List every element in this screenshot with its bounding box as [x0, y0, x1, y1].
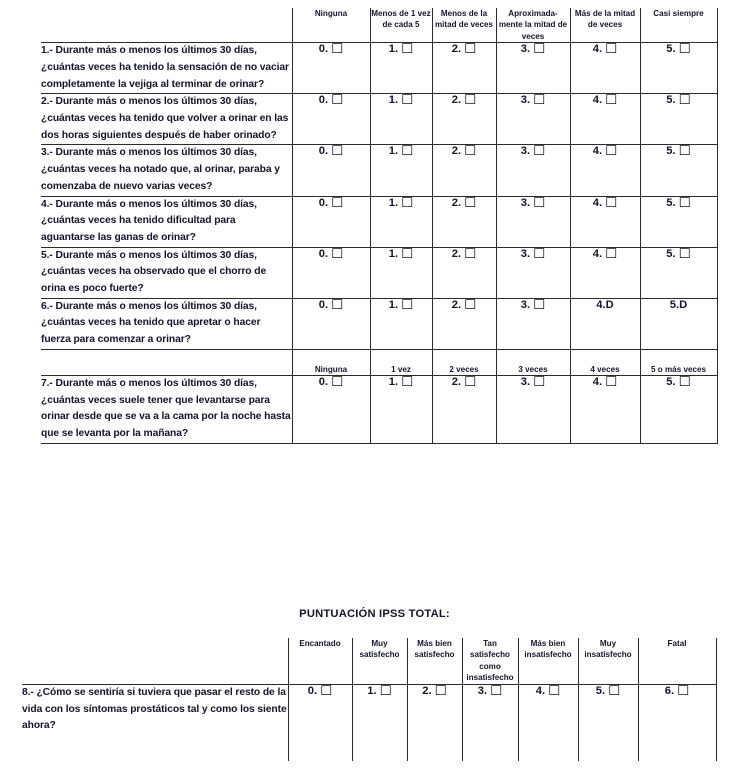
gap-segment	[41, 350, 292, 364]
gap-segment	[370, 350, 432, 364]
checkbox-icon[interactable]: ☐	[533, 41, 546, 58]
answer-option-q6-0[interactable]	[292, 296, 370, 350]
option-value: 3.	[520, 94, 531, 107]
option-value: 5.	[666, 247, 676, 260]
option-value: 2.	[451, 43, 462, 56]
answer-option-q1-4[interactable]	[570, 43, 640, 94]
option-value: 5.	[666, 43, 676, 56]
checkbox-icon[interactable]: ☐	[678, 374, 691, 391]
column-header-4-veces: 4 veces	[570, 364, 640, 376]
answer-option-q6-4[interactable]	[570, 299, 640, 350]
checkbox-icon[interactable]: ☐	[533, 374, 546, 391]
checkbox-icon[interactable]: ☐	[401, 41, 414, 58]
option-value: 3.	[477, 684, 488, 697]
answer-option-q7-4[interactable]	[570, 376, 640, 443]
answer-option-q4-2[interactable]	[432, 194, 496, 248]
checkbox-icon[interactable]: ☐	[490, 682, 503, 699]
checkbox-icon[interactable]: ☐	[464, 194, 477, 211]
qol-column-header-mas-bien-insatisfecho: Más bien insatisfecho	[518, 638, 578, 684]
option-value: 2.	[451, 196, 462, 209]
checkbox-icon[interactable]: ☐	[533, 92, 546, 109]
column-header-5-o-mas-veces: 5 o más veces	[640, 364, 717, 376]
checkbox-icon[interactable]: ☐	[401, 296, 414, 313]
option-value: 0.	[318, 247, 329, 260]
question-text-2: 2.- Durante más o menos los últimos 30 días, ¿cuántas veces ha tenido que volver a orinar en las dos horas siguientes después de haber orinado?	[41, 96, 289, 141]
answer-option-q1-1[interactable]	[370, 43, 432, 94]
option-value: 5.	[595, 684, 606, 697]
option-value: 3.	[520, 196, 531, 209]
answer-option-q5-2[interactable]	[432, 245, 496, 299]
checkbox-icon[interactable]: ☐	[401, 245, 414, 262]
rule-segment	[41, 443, 292, 444]
answer-option-q7-0[interactable]	[292, 376, 370, 443]
option-value: 1.	[388, 298, 399, 311]
qol-column-header-muy-satisfecho: Muy satisfecho	[352, 638, 407, 684]
qol-header-row	[22, 638, 716, 684]
ipss-symptom-table	[41, 8, 717, 444]
answer-option-q5-1[interactable]	[370, 245, 432, 299]
answer-option-q4-0[interactable]	[292, 194, 370, 248]
answer-option-q2-1[interactable]	[370, 94, 432, 145]
column-header-mas-de-la-mitad-de-veces: Más de la mitad de veces	[570, 8, 640, 43]
option-value: 4.	[592, 43, 603, 56]
option-value: 1.	[388, 247, 399, 260]
option-value: 4.	[592, 196, 603, 209]
checkbox-icon[interactable]: ☐	[605, 374, 618, 391]
answer-option-q5-0[interactable]	[292, 245, 370, 299]
checkbox-icon[interactable]: ☐	[464, 41, 477, 58]
checkbox-icon[interactable]: ☐	[464, 92, 477, 109]
gap-segment	[22, 735, 288, 761]
checkbox-icon[interactable]: D	[679, 298, 688, 311]
option-value: 2.	[451, 298, 462, 311]
question-row-6	[41, 299, 717, 350]
checkbox-icon[interactable]: ☐	[434, 682, 447, 699]
qol-bottom-gap	[22, 735, 716, 761]
gap-segment	[288, 735, 352, 761]
header-spacer	[41, 8, 292, 43]
checkbox-icon[interactable]: ☐	[331, 374, 344, 391]
rule-segment	[292, 443, 370, 444]
gap-segment	[432, 350, 496, 364]
checkbox-icon[interactable]: ☐	[605, 41, 618, 58]
qol-column-header-encantado: Encantado	[288, 638, 352, 684]
answer-option-q2-5[interactable]	[640, 94, 717, 145]
answer-option-q4-1[interactable]	[370, 194, 432, 248]
option-value: 2.	[451, 247, 462, 260]
answer-option-q2-2[interactable]	[432, 94, 496, 145]
option-value: 1.	[388, 94, 399, 107]
option-value: 0.	[318, 196, 329, 209]
answer-option-q8-5[interactable]	[578, 682, 638, 735]
rule-segment	[570, 443, 640, 444]
checkbox-icon[interactable]: ☐	[605, 92, 618, 109]
checkbox-icon[interactable]: ☐	[401, 143, 414, 160]
answer-option-q8-0[interactable]	[288, 682, 352, 735]
checkbox-icon[interactable]: ☐	[678, 245, 691, 262]
question-row-7	[41, 376, 717, 443]
answer-option-q6-2[interactable]	[432, 296, 496, 350]
answer-option-q8-2[interactable]	[407, 682, 462, 735]
checkbox-icon[interactable]: ☐	[608, 682, 621, 699]
option-value: 0.	[318, 298, 329, 311]
answer-option-q1-3[interactable]	[496, 43, 570, 94]
answer-option-q8-1[interactable]	[352, 682, 407, 735]
question-text-6: 6.- Durante más o menos los últimos 30 días, ¿cuántas veces ha tenido que apretar o hacer fuerza para comenzar a orinar?	[41, 300, 261, 345]
question-row-4	[41, 197, 717, 248]
qol-column-header-muy-insatisfecho: Muy insatisfecho	[578, 638, 638, 684]
gap-segment	[640, 350, 717, 364]
checkbox-icon[interactable]: ☐	[678, 92, 691, 109]
qol-column-header-tan-satisfecho-como-insatisfecho: Tan satisfecho como insatisfecho	[462, 638, 518, 684]
quality-of-life-table	[22, 638, 716, 761]
option-value: 6.	[664, 684, 675, 697]
checkbox-icon[interactable]: ☐	[464, 245, 477, 262]
checkbox-icon[interactable]: ☐	[605, 143, 618, 160]
question-text-4: 4.- Durante más o menos los últimos 30 días, ¿cuántas veces ha tenido dificultad para aguantarse las ganas de orinar?	[41, 198, 257, 243]
option-value: 3.	[520, 298, 531, 311]
gap-segment	[638, 735, 716, 761]
answer-option-q4-3[interactable]	[496, 194, 570, 248]
answer-option-q7-1[interactable]	[370, 376, 432, 443]
checkbox-icon[interactable]: ☐	[677, 682, 690, 699]
checkbox-icon[interactable]: ☐	[464, 296, 477, 313]
column-header-1-vez: 1 vez	[370, 364, 432, 376]
option-value: 5.	[666, 145, 676, 158]
question-row-5	[41, 248, 717, 299]
question-text-7: 7.- Durante más o menos los últimos 30 días, ¿cuántas veces suele tener que levantarse para orinar desde que se va a la cama por la noche hasta que se levanta por la mañana?	[41, 378, 291, 440]
column-header-ninguna-nocturia: Ninguna	[292, 364, 370, 376]
question-row-1	[41, 43, 717, 94]
option-value: 0.	[307, 684, 318, 697]
gap-segment	[407, 735, 462, 761]
checkbox-icon[interactable]: ☐	[605, 245, 618, 262]
answer-option-q1-0[interactable]	[292, 43, 370, 94]
checkbox-icon[interactable]: ☐	[678, 143, 691, 160]
gap-segment	[352, 735, 407, 761]
answer-option-q3-0[interactable]	[292, 145, 370, 196]
checkbox-icon[interactable]: ☐	[320, 682, 333, 699]
gap-segment	[578, 735, 638, 761]
column-header-ninguna: Ninguna	[292, 8, 370, 43]
answer-option-q5-3[interactable]	[496, 245, 570, 299]
checkbox-icon[interactable]: ☐	[605, 194, 618, 211]
option-value: 1.	[388, 196, 399, 209]
rule-segment	[496, 443, 570, 444]
rule-segment	[640, 443, 717, 444]
answer-option-q8-3[interactable]	[462, 682, 518, 735]
checkbox-icon[interactable]: ☐	[331, 245, 344, 262]
answer-option-q2-0[interactable]	[292, 94, 370, 145]
option-value: 3.	[520, 43, 531, 56]
checkbox-icon[interactable]: ☐	[401, 92, 414, 109]
option-value: 3.	[520, 247, 531, 260]
gap-segment	[462, 735, 518, 761]
checkbox-icon[interactable]: ☐	[331, 41, 344, 58]
option-value: 0.	[318, 43, 329, 56]
checkbox-icon[interactable]: D	[605, 298, 614, 311]
answer-option-q2-3[interactable]	[496, 94, 570, 145]
section-gap	[41, 350, 717, 364]
option-value: 1.	[388, 43, 399, 56]
answer-option-q3-1[interactable]	[370, 145, 432, 196]
gap-segment	[518, 735, 578, 761]
answer-option-q7-3[interactable]	[496, 376, 570, 443]
checkbox-icon[interactable]: ☐	[464, 374, 477, 391]
question-text-1: 1.- Durante más o menos los últimos 30 días, ¿cuántas veces ha tenido la sensación de no vaciar completamente la vejiga al terminar de orinar?	[41, 45, 289, 90]
checkbox-icon[interactable]: ☐	[533, 194, 546, 211]
checkbox-icon[interactable]: ☐	[401, 194, 414, 211]
option-value: 2.	[451, 145, 462, 158]
checkbox-icon[interactable]: ☐	[379, 682, 392, 699]
option-value: 4.	[592, 376, 603, 389]
question-text-8: 8.- ¿Cómo se sentiría si tuviera que pasar el resto de la vida con los síntomas prostáticos tal y como los siente ahora?	[22, 686, 287, 732]
option-value: 4.	[535, 684, 546, 697]
answer-option-q5-4[interactable]	[570, 245, 640, 299]
checkbox-icon[interactable]: ☐	[533, 143, 546, 160]
qol-column-header-mas-bien-satisfecho: Más bien satisfecho	[407, 638, 462, 684]
symptom-table-grid	[41, 8, 718, 444]
answer-option-q7-5[interactable]	[640, 376, 717, 443]
checkbox-icon[interactable]: ☐	[678, 41, 691, 58]
question-row-8	[22, 685, 716, 735]
option-value: 5.	[666, 196, 676, 209]
column-header-3-veces: 3 veces	[496, 364, 570, 376]
option-value: 2.	[422, 684, 432, 697]
option-value: 3.	[520, 145, 531, 158]
answer-option-q6-1[interactable]	[370, 296, 432, 350]
answer-option-q4-4[interactable]	[570, 194, 640, 248]
qol-table-grid	[22, 638, 717, 761]
option-value: 2.	[451, 94, 462, 107]
answer-option-q3-4[interactable]	[570, 145, 640, 196]
answer-option-q7-2[interactable]	[432, 376, 496, 443]
option-value: 0.	[318, 94, 329, 107]
answer-option-q8-4[interactable]	[518, 682, 578, 735]
column-header-2-veces: 2 veces	[432, 364, 496, 376]
checkbox-icon[interactable]: ☐	[331, 194, 344, 211]
option-value: 2.	[451, 376, 462, 389]
column-header-menos-de-1-vez-de-cada-5: Menos de 1 vez de cada 5	[370, 8, 432, 43]
option-value: 4.	[592, 94, 603, 107]
checkbox-icon[interactable]: ☐	[331, 143, 344, 160]
answer-option-q6-5[interactable]	[640, 299, 717, 350]
answer-option-q2-4[interactable]	[570, 94, 640, 145]
option-value: 4.	[596, 298, 606, 311]
answer-option-q6-3[interactable]	[496, 296, 570, 350]
checkbox-icon[interactable]: ☐	[533, 296, 546, 313]
option-value: 4.	[592, 247, 603, 260]
option-value: 5.	[669, 298, 680, 311]
checkbox-icon[interactable]: ☐	[533, 245, 546, 262]
checkbox-icon[interactable]: ☐	[401, 374, 414, 391]
question-row-3	[41, 145, 717, 196]
frequency-header-row	[41, 8, 717, 43]
column-header-aproximadamente-la-mitad-de-veces: Aproximada-mente la mitad de veces	[496, 8, 570, 43]
question-text-3: 3.- Durante más o menos los últimos 30 días, ¿cuántas veces ha notado que, al orinar, paraba y comenzaba de nuevo varias veces?	[41, 147, 280, 192]
rule-segment	[370, 443, 432, 444]
gap-segment	[496, 350, 570, 364]
checkbox-icon[interactable]: ☐	[331, 92, 344, 109]
answer-option-q3-3[interactable]	[496, 145, 570, 196]
header-spacer	[41, 364, 292, 376]
column-header-menos-de-la-mitad-de-veces: Menos de la mitad de veces	[432, 8, 496, 43]
answer-option-q8-6[interactable]	[638, 682, 716, 735]
option-value: 0.	[318, 145, 329, 158]
answer-option-q1-2[interactable]	[432, 43, 496, 94]
answer-option-q4-5[interactable]	[640, 194, 717, 248]
ipss-total-score-label: PUNTUACIÓN IPSS TOTAL:	[299, 608, 450, 620]
option-value: 4.	[592, 145, 603, 158]
table-bottom-rule	[41, 443, 717, 444]
option-value: 0.	[318, 376, 329, 389]
column-header-casi-siempre: Casi siempre	[640, 8, 717, 43]
qol-header-spacer	[22, 638, 288, 684]
checkbox-icon[interactable]: ☐	[331, 296, 344, 313]
question-text-5: 5.- Durante más o menos los últimos 30 días, ¿cuántas veces ha observado que el chorro de orina es poco fuerte?	[41, 249, 267, 294]
option-value: 1.	[367, 684, 377, 697]
option-value: 1.	[388, 376, 399, 389]
option-value: 5.	[666, 94, 676, 107]
answer-option-q5-5[interactable]	[640, 245, 717, 299]
answer-option-q1-5[interactable]	[640, 43, 717, 94]
option-value: 3.	[520, 376, 531, 389]
question-row-2	[41, 94, 717, 145]
checkbox-icon[interactable]: ☐	[464, 143, 477, 160]
checkbox-icon[interactable]: ☐	[548, 682, 561, 699]
gap-segment	[570, 350, 640, 364]
rule-segment	[432, 443, 496, 444]
option-value: 5.	[666, 376, 676, 389]
checkbox-icon[interactable]: ☐	[678, 194, 691, 211]
option-value: 1.	[388, 145, 399, 158]
answer-option-q3-2[interactable]	[432, 145, 496, 196]
gap-segment	[292, 350, 370, 364]
qol-column-header-fatal: Fatal	[638, 638, 716, 684]
answer-option-q3-5[interactable]	[640, 145, 717, 196]
